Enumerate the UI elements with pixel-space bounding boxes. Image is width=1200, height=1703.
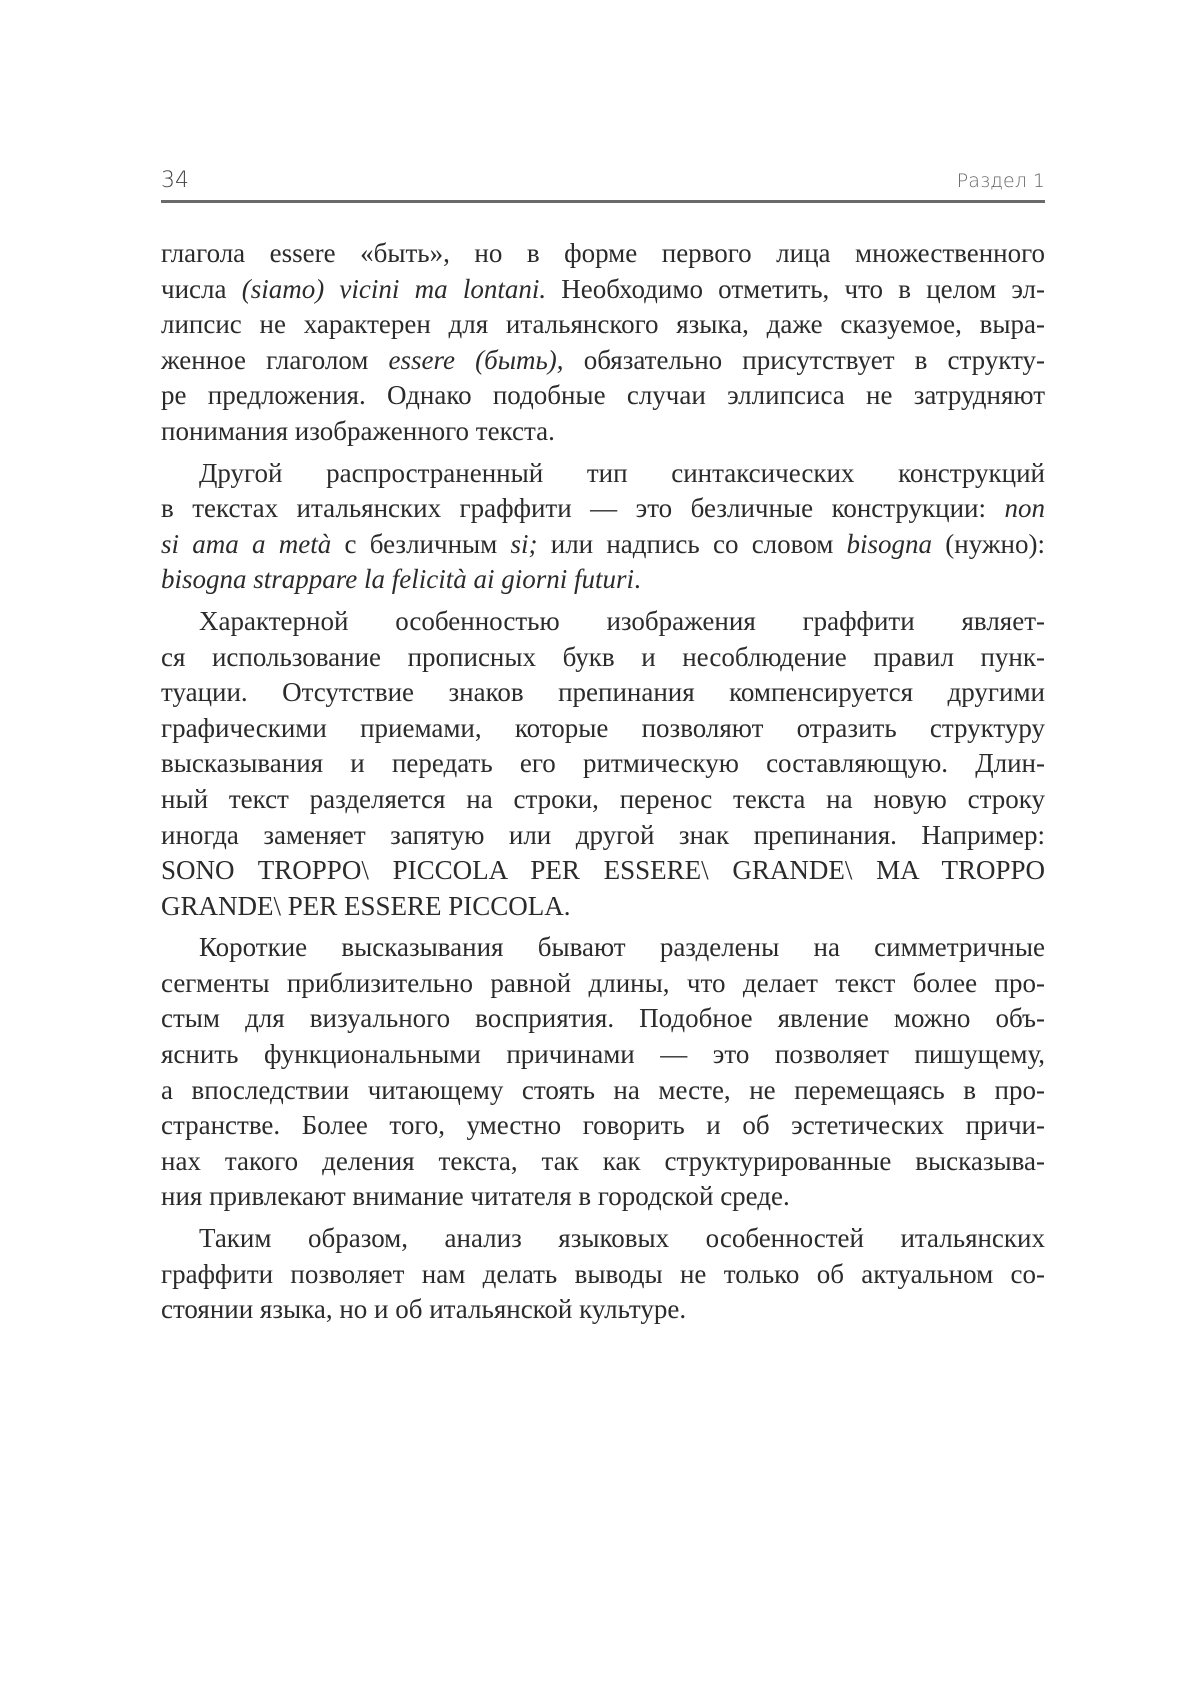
italic-text: essere (быть), (388, 344, 564, 375)
text-run: глагола essere «быть», но в форме первого лица множественного (161, 238, 1045, 268)
text-run: SONO TROPPO\ PICCOLA PER ESSERE\ GRANDE\ MA TROPPO (161, 855, 1045, 886)
text-run: граффити позволяет нам делать выводы не только об актуальном со- (161, 1258, 1045, 1289)
text-run: графическими приемами, которые позволяют отразить структуру (161, 712, 1045, 743)
text-line (161, 272, 1045, 308)
page-number: 34 (161, 168, 189, 193)
text-line (161, 930, 1045, 966)
text-run: понимания изображенного текста. (161, 415, 555, 446)
paragraph (161, 604, 1045, 924)
text-line (161, 604, 1045, 640)
text-run: Таким образом, анализ языковых особенностей итальянских (199, 1223, 1045, 1254)
text-run: женное глаголом (161, 344, 389, 375)
paragraph (161, 930, 1045, 1215)
text-line (161, 1179, 1045, 1215)
text-line (161, 782, 1045, 818)
running-head (161, 168, 1045, 200)
paragraph (161, 456, 1045, 598)
italic-text: (siamo) vicini ma lontani. (241, 273, 547, 304)
paragraph (161, 1221, 1045, 1328)
text-run: или надпись со словом (537, 528, 847, 559)
text-line (161, 527, 1045, 563)
text-line (161, 1073, 1045, 1109)
text-run: туации. Отсутствие знаков препинания компенсируется другими (161, 677, 1045, 708)
text-line (161, 378, 1045, 414)
text-run: стым для визуального восприятия. Подобное явление можно объ- (161, 1003, 1045, 1034)
text-run: в текстах итальянских граффити — это безличные конструкции: (161, 493, 1005, 524)
text-line (161, 236, 1045, 272)
text-run: липсис не характерен для итальянского языка, даже сказуемое, выра- (161, 309, 1045, 340)
text-run: ния привлекают внимание читателя в городской среде. (161, 1181, 790, 1212)
text-line (161, 889, 1045, 925)
body-text (161, 236, 1045, 1328)
text-run: Короткие высказывания бывают разделены на симметричные (199, 932, 1045, 963)
text-line (161, 1108, 1045, 1144)
text-run: высказывания и передать его ритмическую составляющую. Длин- (161, 748, 1045, 779)
italic-text: bisogna strappare la felicità ai giorni futuri (161, 564, 635, 595)
text-line (161, 1257, 1045, 1293)
section-label: Раздел 1 (956, 170, 1045, 192)
text-run: с безличным (331, 528, 511, 559)
text-line (161, 853, 1045, 889)
text-line (161, 640, 1045, 676)
text-run: . (634, 564, 641, 595)
text-line (161, 562, 1045, 598)
text-line (161, 307, 1045, 343)
text-line (161, 1037, 1045, 1073)
text-line (161, 966, 1045, 1002)
italic-text: si; (510, 528, 538, 559)
text-run: ный текст разделяется на строки, перенос текста на новую строку (161, 783, 1045, 814)
text-run: (нужно): (932, 528, 1045, 559)
text-run: Необходимо отметить, что в целом эл- (546, 273, 1045, 304)
text-line (161, 1292, 1045, 1328)
text-run: сегменты приблизительно равной длины, что делает текст более про- (161, 967, 1045, 998)
text-run: обязательно присутствует в структу- (563, 344, 1045, 375)
text-line (161, 675, 1045, 711)
text-run: стоянии языка, но и об итальянской культуре. (161, 1294, 687, 1325)
text-line (161, 746, 1045, 782)
text-run: Другой распространенный тип синтаксических конструкций (199, 457, 1045, 488)
text-line (161, 818, 1045, 854)
italic-text: non (1004, 493, 1045, 524)
text-line (161, 491, 1045, 527)
text-line (161, 456, 1045, 492)
italic-text: si ama a metà (161, 528, 332, 559)
text-line (161, 1221, 1045, 1257)
italic-text: bisogna (846, 528, 933, 559)
text-line (161, 343, 1045, 379)
text-run: иногда заменяет запятую или другой знак препинания. Например: (161, 819, 1045, 850)
header-rule (161, 200, 1045, 203)
text-line (161, 711, 1045, 747)
text-run: GRANDE\ PER ESSERE PICCOLA. (161, 890, 571, 921)
text-run: нах такого деления текста, так как структурированные высказыва- (161, 1145, 1045, 1176)
text-run: ре предложения. Однако подобные случаи эллипсиса не затрудняют (161, 380, 1045, 411)
text-line (161, 1001, 1045, 1037)
text-run: яснить функциональными причинами — это позволяет пишущему, (161, 1039, 1045, 1070)
text-line (161, 414, 1045, 450)
text-run: числа (161, 273, 242, 304)
paragraph (161, 236, 1045, 450)
text-run: ся использование прописных букв и несоблюдение правил пунк- (161, 641, 1045, 672)
text-line (161, 1144, 1045, 1180)
text-run: Характерной особенностью изображения граффити являет- (199, 605, 1045, 636)
text-run: а впоследствии читающему стоять на месте, не перемещаясь в про- (161, 1074, 1045, 1105)
text-run: странстве. Более того, уместно говорить и об эстетических причи- (161, 1110, 1045, 1141)
